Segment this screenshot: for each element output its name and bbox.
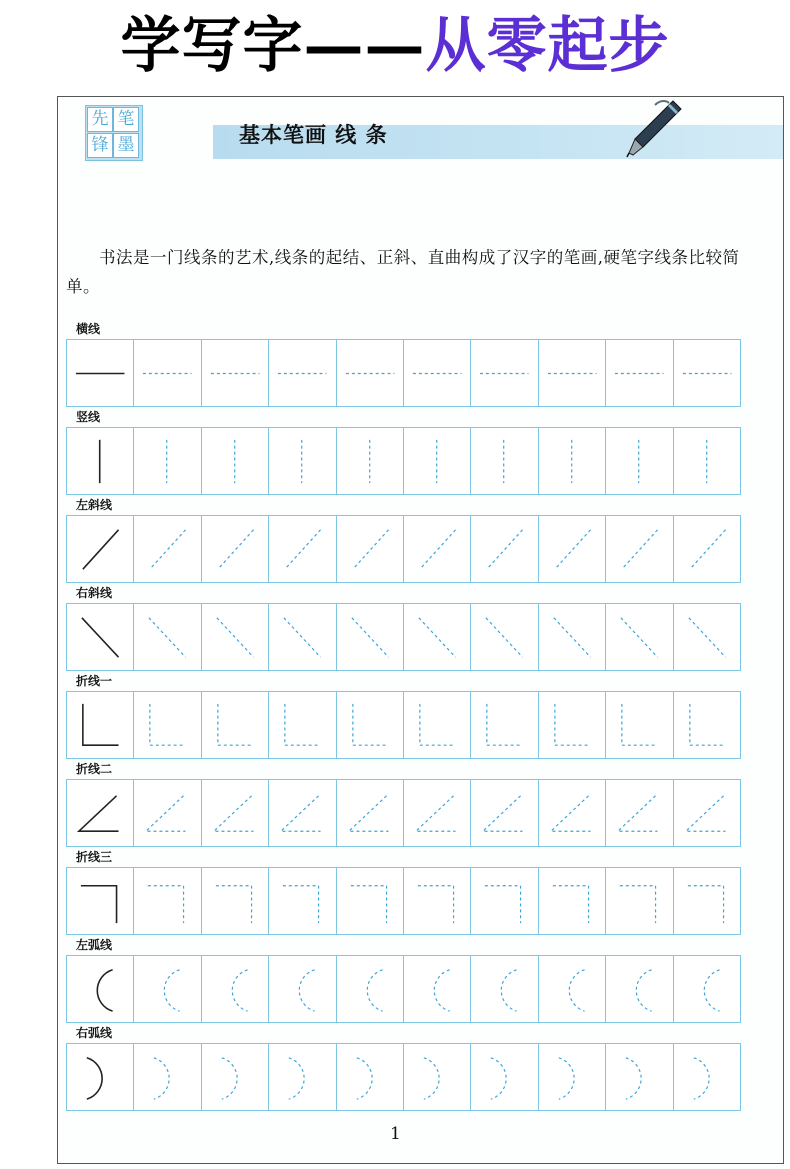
trace-cell [471, 604, 538, 670]
example-cell [67, 780, 134, 846]
right-slant-stroke [674, 604, 740, 670]
horizontal-stroke [269, 340, 335, 406]
left-arc-stroke [404, 956, 470, 1022]
left-slant-stroke [471, 516, 537, 582]
practice-grid-row [66, 1043, 741, 1111]
vertical-stroke [404, 428, 470, 494]
page-title: 基本笔画 线 条 [239, 123, 388, 147]
left-arc-stroke [337, 956, 403, 1022]
fold-two-stroke [337, 780, 403, 846]
example-cell [67, 1044, 134, 1110]
fold-three-stroke [134, 868, 200, 934]
fold-two-stroke [134, 780, 200, 846]
trace-cell [539, 340, 606, 406]
left-arc-stroke [471, 956, 537, 1022]
trace-cell [134, 780, 201, 846]
trace-cell [606, 780, 673, 846]
fold-one-stroke [337, 692, 403, 758]
right-slant-stroke [404, 604, 470, 670]
trace-cell [134, 604, 201, 670]
trace-cell [134, 956, 201, 1022]
fold-one-stroke [202, 692, 268, 758]
vertical-stroke [337, 428, 403, 494]
vertical-stroke [606, 428, 672, 494]
fold-two-stroke [67, 780, 133, 846]
fold-two-stroke [471, 780, 537, 846]
logo-char: 笔 [113, 107, 139, 132]
right-slant-stroke [202, 604, 268, 670]
horizontal-stroke [674, 340, 740, 406]
example-cell [67, 516, 134, 582]
left-arc-stroke [606, 956, 672, 1022]
trace-cell [404, 428, 471, 494]
trace-cell [337, 956, 404, 1022]
left-slant-stroke [539, 516, 605, 582]
right-arc-stroke [67, 1044, 133, 1110]
right-slant-stroke [67, 604, 133, 670]
fold-three-stroke [674, 868, 740, 934]
trace-cell [471, 780, 538, 846]
trace-cell [471, 692, 538, 758]
trace-cell [202, 780, 269, 846]
example-cell [67, 428, 134, 494]
trace-cell [674, 516, 740, 582]
trace-cell [337, 516, 404, 582]
fold-one-stroke [134, 692, 200, 758]
trace-cell [404, 780, 471, 846]
fold-one-stroke [404, 692, 470, 758]
trace-cell [134, 340, 201, 406]
trace-cell [674, 1044, 740, 1110]
intro-paragraph: 书法是一门线条的艺术,线条的起结、正斜、直曲构成了汉字的笔画,硬笔字线条比较简单。 [66, 248, 740, 296]
trace-cell [404, 1044, 471, 1110]
logo-char: 先 [87, 107, 113, 132]
horizontal-stroke [202, 340, 268, 406]
right-arc-stroke [337, 1044, 403, 1110]
left-slant-stroke [674, 516, 740, 582]
trace-cell [202, 428, 269, 494]
trace-cell [404, 956, 471, 1022]
fold-two-stroke [202, 780, 268, 846]
vertical-stroke [539, 428, 605, 494]
vertical-stroke [134, 428, 200, 494]
trace-cell [337, 340, 404, 406]
left-slant-stroke [337, 516, 403, 582]
trace-cell [337, 604, 404, 670]
fold-two-stroke [404, 780, 470, 846]
left-arc-stroke [134, 956, 200, 1022]
logo-char: 墨 [113, 133, 139, 158]
vertical-stroke [67, 428, 133, 494]
trace-cell [674, 868, 740, 934]
vertical-stroke [269, 428, 335, 494]
fold-two-stroke [539, 780, 605, 846]
row-label: 折线二 [76, 762, 113, 776]
fold-three-stroke [67, 868, 133, 934]
trace-cell [202, 692, 269, 758]
left-slant-stroke [404, 516, 470, 582]
right-arc-stroke [404, 1044, 470, 1110]
horizontal-stroke [337, 340, 403, 406]
left-slant-stroke [202, 516, 268, 582]
logo-char: 锋 [87, 133, 113, 158]
trace-cell [404, 604, 471, 670]
fold-one-stroke [539, 692, 605, 758]
trace-cell [202, 604, 269, 670]
banner-title-black: 学写字—— [120, 11, 426, 81]
row-label: 横线 [76, 322, 101, 336]
right-arc-stroke [539, 1044, 605, 1110]
left-arc-stroke [202, 956, 268, 1022]
trace-cell [134, 692, 201, 758]
logo [85, 105, 143, 161]
trace-cell [606, 428, 673, 494]
trace-cell [674, 692, 740, 758]
trace-cell [269, 516, 336, 582]
right-slant-stroke [539, 604, 605, 670]
left-slant-stroke [606, 516, 672, 582]
trace-cell [404, 692, 471, 758]
practice-grid-row [66, 603, 741, 671]
practice-grid-row [66, 867, 741, 935]
trace-cell [202, 340, 269, 406]
fold-two-stroke [674, 780, 740, 846]
left-slant-stroke [67, 516, 133, 582]
trace-cell [471, 956, 538, 1022]
banner-title-purple: 从零起步 [425, 11, 670, 81]
trace-cell [202, 868, 269, 934]
left-slant-stroke [134, 516, 200, 582]
practice-grid-row [66, 779, 741, 847]
row-label: 左弧线 [76, 938, 113, 952]
row-label: 右斜线 [76, 586, 113, 600]
trace-cell [269, 340, 336, 406]
fold-three-stroke [471, 868, 537, 934]
horizontal-stroke [134, 340, 200, 406]
trace-cell [606, 692, 673, 758]
example-cell [67, 868, 134, 934]
fold-one-stroke [269, 692, 335, 758]
page-number: 1 [390, 1124, 401, 1144]
left-arc-stroke [67, 956, 133, 1022]
practice-grid-row [66, 515, 741, 583]
trace-cell [539, 516, 606, 582]
trace-cell [674, 780, 740, 846]
right-slant-stroke [606, 604, 672, 670]
right-arc-stroke [471, 1044, 537, 1110]
practice-grid-row [66, 339, 741, 407]
horizontal-stroke [404, 340, 470, 406]
trace-cell [404, 340, 471, 406]
trace-cell [539, 780, 606, 846]
banner-title [0, 0, 790, 92]
trace-cell [539, 604, 606, 670]
row-label: 右弧线 [76, 1026, 113, 1040]
trace-cell [134, 1044, 201, 1110]
trace-cell [134, 428, 201, 494]
fold-three-stroke [606, 868, 672, 934]
left-arc-stroke [674, 956, 740, 1022]
right-arc-stroke [606, 1044, 672, 1110]
trace-cell [202, 516, 269, 582]
right-slant-stroke [471, 604, 537, 670]
trace-cell [269, 692, 336, 758]
vertical-stroke [674, 428, 740, 494]
trace-cell [337, 1044, 404, 1110]
row-label: 左斜线 [76, 498, 113, 512]
trace-cell [471, 1044, 538, 1110]
trace-cell [606, 340, 673, 406]
fold-three-stroke [269, 868, 335, 934]
trace-cell [606, 1044, 673, 1110]
left-arc-stroke [269, 956, 335, 1022]
trace-cell [539, 428, 606, 494]
vertical-stroke [471, 428, 537, 494]
trace-cell [606, 604, 673, 670]
trace-cell [471, 340, 538, 406]
trace-cell [269, 956, 336, 1022]
practice-grid-row [66, 955, 741, 1023]
right-slant-stroke [134, 604, 200, 670]
practice-grid-row [66, 427, 741, 495]
trace-cell [471, 428, 538, 494]
fold-one-stroke [67, 692, 133, 758]
horizontal-stroke [471, 340, 537, 406]
right-arc-stroke [202, 1044, 268, 1110]
row-label: 折线一 [76, 674, 113, 688]
fold-one-stroke [606, 692, 672, 758]
example-cell [67, 692, 134, 758]
trace-cell [202, 956, 269, 1022]
horizontal-stroke [606, 340, 672, 406]
example-cell [67, 340, 134, 406]
trace-cell [539, 692, 606, 758]
trace-cell [471, 868, 538, 934]
fold-three-stroke [404, 868, 470, 934]
right-slant-stroke [269, 604, 335, 670]
fold-three-stroke [202, 868, 268, 934]
trace-cell [269, 780, 336, 846]
right-arc-stroke [674, 1044, 740, 1110]
trace-cell [337, 428, 404, 494]
fold-two-stroke [269, 780, 335, 846]
horizontal-stroke [539, 340, 605, 406]
trace-cell [606, 868, 673, 934]
trace-cell [404, 516, 471, 582]
example-cell [67, 956, 134, 1022]
trace-cell [674, 428, 740, 494]
trace-cell [674, 956, 740, 1022]
fold-one-stroke [471, 692, 537, 758]
workbook-page [57, 96, 784, 1164]
fountain-pen-icon [625, 97, 685, 159]
trace-cell [404, 868, 471, 934]
right-slant-stroke [337, 604, 403, 670]
trace-cell [674, 340, 740, 406]
trace-cell [606, 516, 673, 582]
vertical-stroke [202, 428, 268, 494]
row-label: 竖线 [76, 410, 101, 424]
left-slant-stroke [269, 516, 335, 582]
trace-cell [606, 956, 673, 1022]
fold-three-stroke [337, 868, 403, 934]
trace-cell [269, 604, 336, 670]
trace-cell [269, 868, 336, 934]
trace-cell [269, 1044, 336, 1110]
trace-cell [674, 604, 740, 670]
trace-cell [202, 1044, 269, 1110]
trace-cell [539, 1044, 606, 1110]
trace-cell [337, 692, 404, 758]
left-arc-stroke [539, 956, 605, 1022]
fold-three-stroke [539, 868, 605, 934]
trace-cell [539, 956, 606, 1022]
trace-cell [269, 428, 336, 494]
trace-cell [471, 516, 538, 582]
example-cell [67, 604, 134, 670]
trace-cell [539, 868, 606, 934]
fold-one-stroke [674, 692, 740, 758]
practice-grid-row [66, 691, 741, 759]
row-label: 折线三 [76, 850, 113, 864]
fold-two-stroke [606, 780, 672, 846]
trace-cell [337, 780, 404, 846]
right-arc-stroke [269, 1044, 335, 1110]
horizontal-stroke [67, 340, 133, 406]
trace-cell [134, 516, 201, 582]
right-arc-stroke [134, 1044, 200, 1110]
trace-cell [134, 868, 201, 934]
trace-cell [337, 868, 404, 934]
